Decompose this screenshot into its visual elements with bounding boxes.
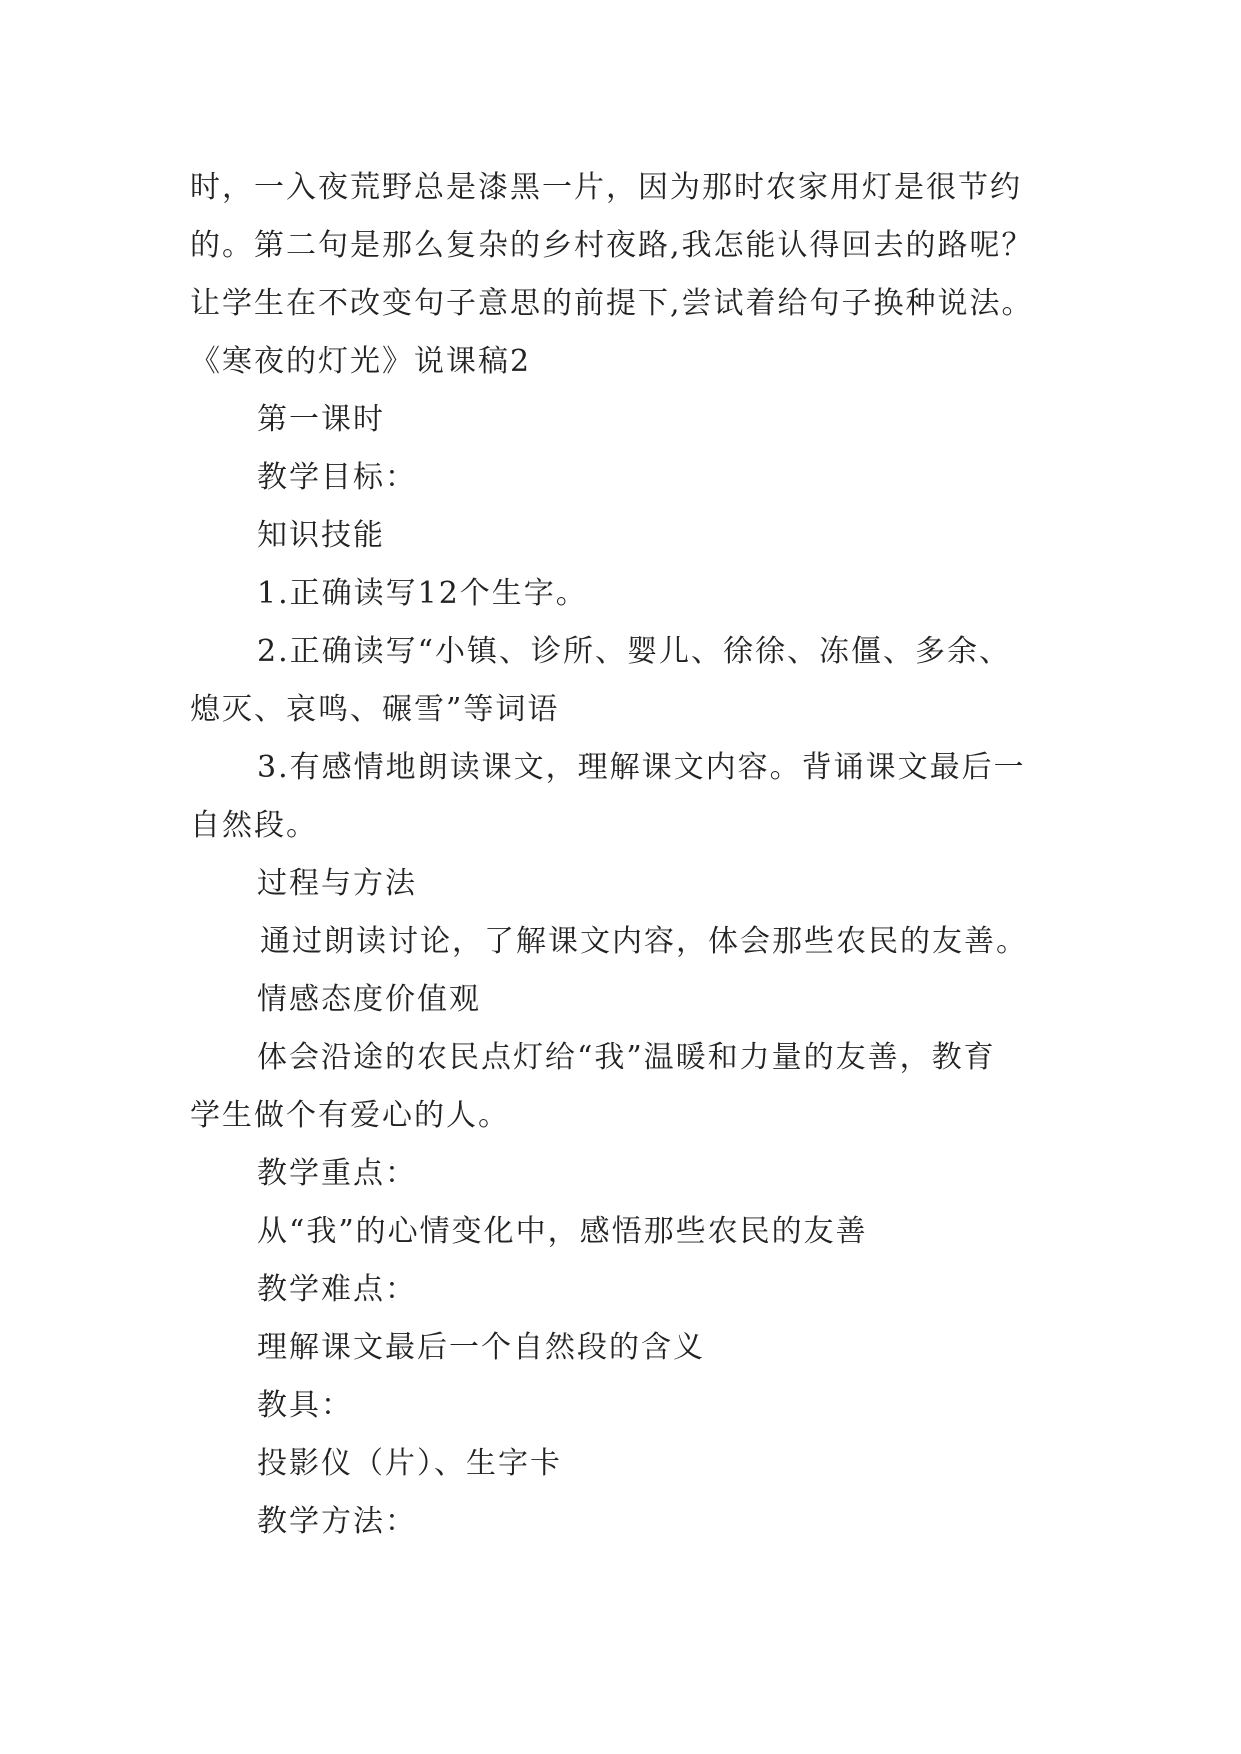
list-item: 1.正确读写12个生字。 (257, 576, 588, 611)
text-line: 理解课文最后一个自然段的含义 (257, 1330, 705, 1365)
subsection-heading: 知识技能 (257, 518, 385, 553)
subsection-heading: 情感态度价值观 (257, 982, 481, 1017)
subsection-heading: 第一课时 (257, 402, 385, 437)
list-item-continuation: 自然段。 (190, 808, 318, 843)
subsection-heading: 教学方法： (257, 1504, 417, 1539)
text-line: 通过朗读讨论，了解课文内容，体会那些农民的友善。 (260, 924, 1028, 959)
subsection-heading: 教学难点： (257, 1272, 417, 1307)
text-line: 时，一入夜荒野总是漆黑一片，因为那时农家用灯是很节约 (190, 170, 1022, 205)
text-line: 从“我”的心情变化中，感悟那些农民的友善 (257, 1214, 868, 1249)
list-item-continuation: 熄灭、哀鸣、碾雪”等词语 (190, 692, 560, 727)
text-line: 体会沿途的农民点灯给“我”温暖和力量的友善，教育 (257, 1040, 996, 1075)
subsection-heading: 过程与方法 (257, 866, 417, 901)
text-line: 学生做个有爱心的人。 (190, 1098, 510, 1133)
text-line: 投影仪（片）、生字卡 (257, 1446, 562, 1481)
list-item: 2.正确读写“小镇、诊所、婴儿、徐徐、冻僵、多余、 (257, 634, 1011, 669)
subsection-heading: 教学目标： (257, 460, 417, 495)
text-line: 让学生在不改变句子意思的前提下,尝试着给句子换种说法。 (190, 286, 1034, 321)
text-line: 的。第二句是那么复杂的乡村夜路,我怎能认得回去的路呢？ (190, 228, 1034, 263)
subsection-heading: 教具： (257, 1388, 353, 1423)
list-item: 3.有感情地朗读课文，理解课文内容。背诵课文最后一 (257, 750, 1026, 785)
subsection-heading: 教学重点： (257, 1156, 417, 1191)
section-title: 《寒夜的灯光》说课稿2 (190, 344, 532, 379)
